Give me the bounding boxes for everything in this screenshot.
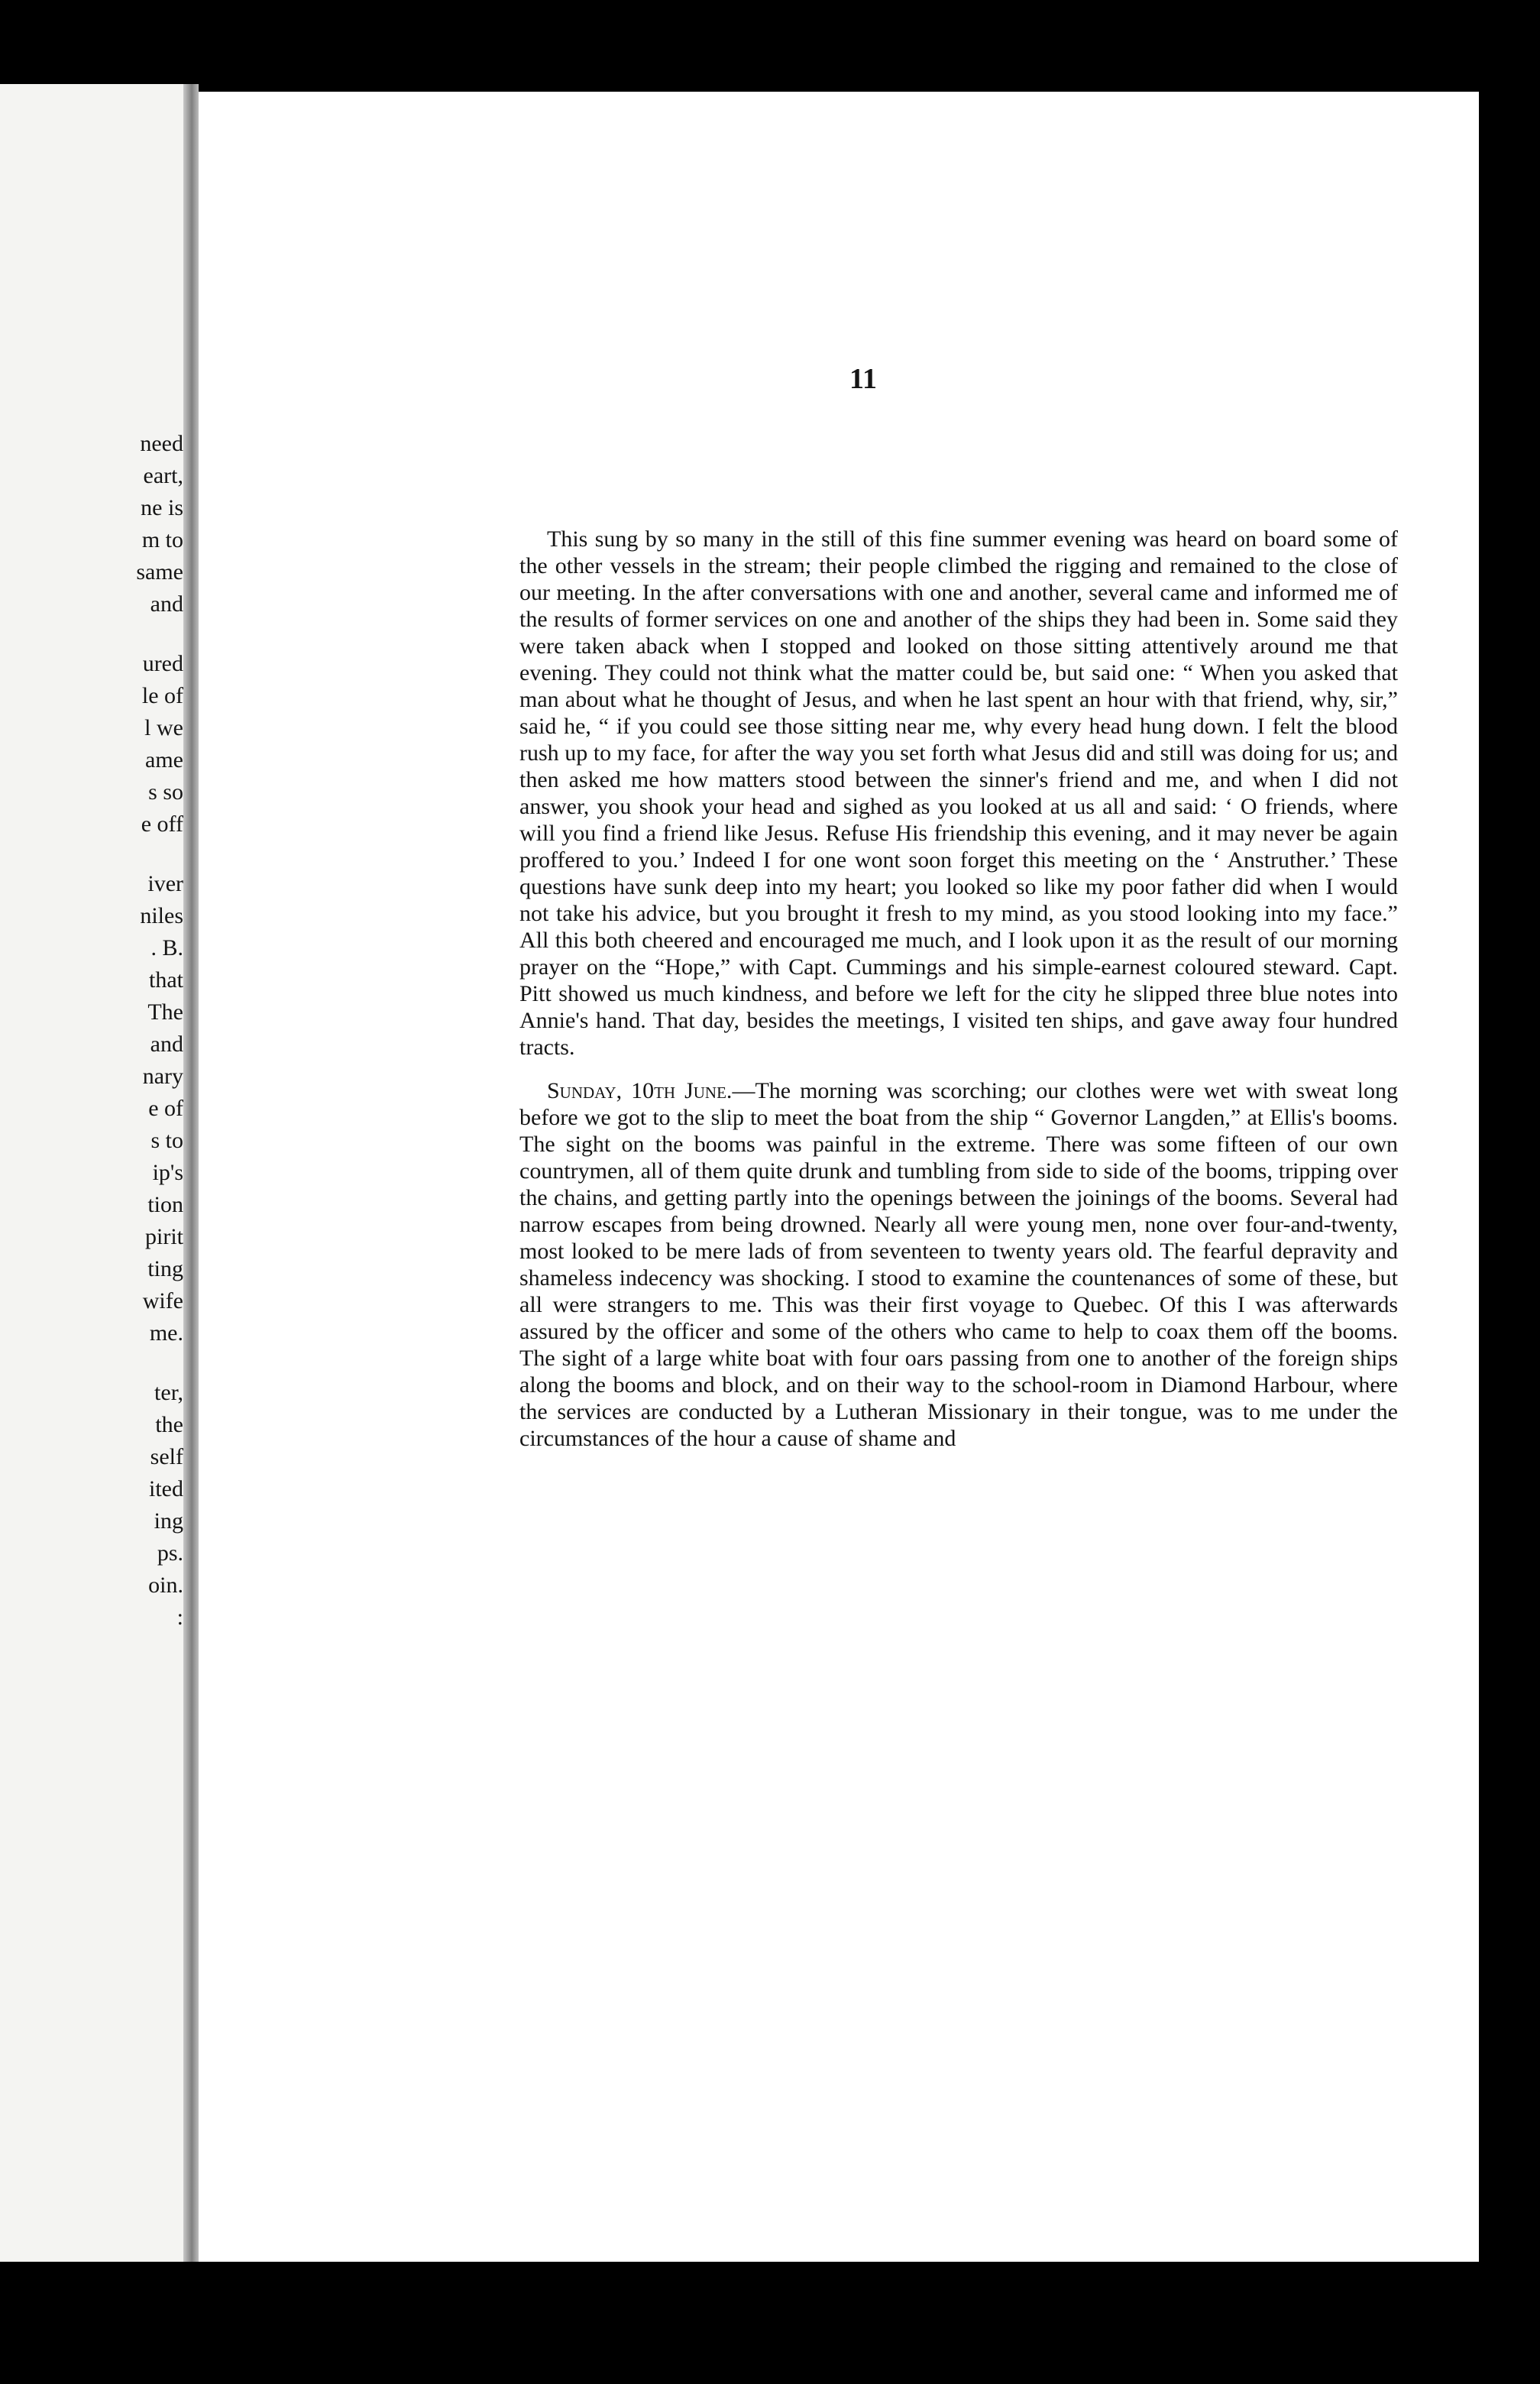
left-margin-line: ne is — [141, 495, 183, 520]
left-margin-line: e of — [148, 1096, 183, 1121]
left-margin-line: ited — [149, 1476, 183, 1501]
left-margin-line: self — [150, 1444, 183, 1469]
left-margin-line: e off — [141, 811, 183, 837]
left-margin-gap — [0, 1349, 183, 1377]
paragraph-2-text: —The morning was scorching; our clothes were wet with sweat long before we got to the slip to meet the boat from the ship “ Governor Langden,” at Ellis's booms. The sight on the booms was painful in the extreme. There was some fifteen of our own countrymen, all of them quite drunk and tumbling from side to side of the booms, tripping over the chains, and getting partly into the openings between the joinings of the booms. Several had narrow escapes from being drowned. Nearly all were young men, none over four-and-twenty, most looked to be mere lads of from seventeen to twenty years old. The fearful depravity and shameless indecency was shocking. I stood to examine the countenances of some of these, but all were strangers to me. This was their first voyage to Quebec. Of this I was afterwards assured by the officer and some of the others who came to help to coax them off the booms. The sight of a large white boat with four oars passing from one to another of the foreign ships along the booms and block, and on their way to the school-room in Diamond Harbour, where the services are conducted by a Lutheran Missionary in their tongue, was to me under the circumstances of the hour a cause of shame and — [519, 1078, 1398, 1451]
left-margin-line: me. — [149, 1320, 183, 1346]
right-page — [199, 92, 1479, 2262]
left-margin-line: ps. — [157, 1540, 183, 1566]
left-margin-line: s so — [148, 779, 183, 805]
left-margin-line: le of — [141, 683, 183, 708]
left-margin-line: and — [150, 1032, 183, 1057]
left-margin-line: that — [149, 967, 183, 993]
left-margin-line: tion — [147, 1192, 183, 1217]
paragraph-2 — [519, 1077, 1398, 1452]
left-margin-line: ter, — [154, 1380, 183, 1405]
left-margin-line: wife — [142, 1288, 183, 1313]
left-margin-line: The — [147, 999, 183, 1025]
left-margin-line: pirit — [145, 1224, 183, 1249]
left-margin-line: ip's — [152, 1160, 183, 1185]
left-margin-line: ing — [154, 1508, 183, 1534]
left-margin-line: iver — [147, 871, 183, 896]
left-margin-line: . B. — [150, 935, 183, 960]
book-gutter — [183, 84, 199, 2262]
left-margin-line: same — [136, 559, 183, 585]
left-margin-line: nary — [142, 1064, 183, 1089]
left-margin-line: need — [140, 431, 183, 456]
left-page-margin-text — [0, 428, 183, 1634]
left-margin-line: s to — [150, 1128, 183, 1153]
paragraph-2-heading: Sunday, 10th June. — [547, 1078, 733, 1103]
left-margin-line: m to — [141, 527, 183, 552]
left-margin-line: ting — [147, 1256, 183, 1281]
page-body — [519, 526, 1398, 1469]
left-margin-line: the — [155, 1412, 183, 1437]
left-margin-line: ured — [142, 651, 183, 676]
paragraph-1: This sung by so many in the still of this fine summer evening was heard on board some of the other vessels in the stream; their people climbed the rigging and remained to the close of our meeting. In the after conversations with one and another, several came and informed me of the results of former services on one and another of the ships they had been in. Some said they were taken aback when I stopped and looked on those sitting attentively around me that evening. They could not think what the matter could be, but said one: “ When you asked that man about what he thought of Jesus, and when he last spent an hour with that friend, why, sir,” said he, “ if you could see those sitting near me, why every head hung down. I felt the blood rush up to my face, for after the way you set forth what Jesus did and still was doing for us; and then asked me how matters stood between the sinner's friend and me, and when I did not answer, you shook your head and sighed as you looked at us all and said: ‘ O friends, where will you find a friend like Jesus. Refuse His friendship this evening, and it may never be again proffered to you.’ Indeed I for one wont soon forget this meeting on the ‘ Anstruther.’ These questions have sunk deep into my heart; you looked so like my poor father did when I would not take his advice, but you brought it fresh to my mind, as you stood looking into my face.” All this both cheered and encouraged me much, and I look upon it as the result of our morning prayer on the “Hope,” with Capt. Cummings and his simple-earnest coloured steward. Capt. Pitt showed us much kindness, and before we left for the city he slipped three blue notes into Annie's hand. That day, besides the meetings, I visited ten ships, and gave away four hundred tracts. — [519, 526, 1398, 1060]
left-margin-line: oin. — [148, 1573, 183, 1598]
left-margin-line: and — [150, 591, 183, 617]
left-margin-line: ame — [145, 747, 183, 773]
left-margin-line: l we — [144, 715, 183, 740]
left-margin-gap — [0, 620, 183, 648]
left-margin-line: niles — [140, 903, 183, 928]
left-margin-line: : — [176, 1605, 183, 1630]
left-page — [0, 84, 183, 2262]
left-margin-gap — [0, 841, 183, 868]
page-number: 11 — [849, 363, 877, 395]
left-margin-line: eart, — [143, 463, 183, 488]
